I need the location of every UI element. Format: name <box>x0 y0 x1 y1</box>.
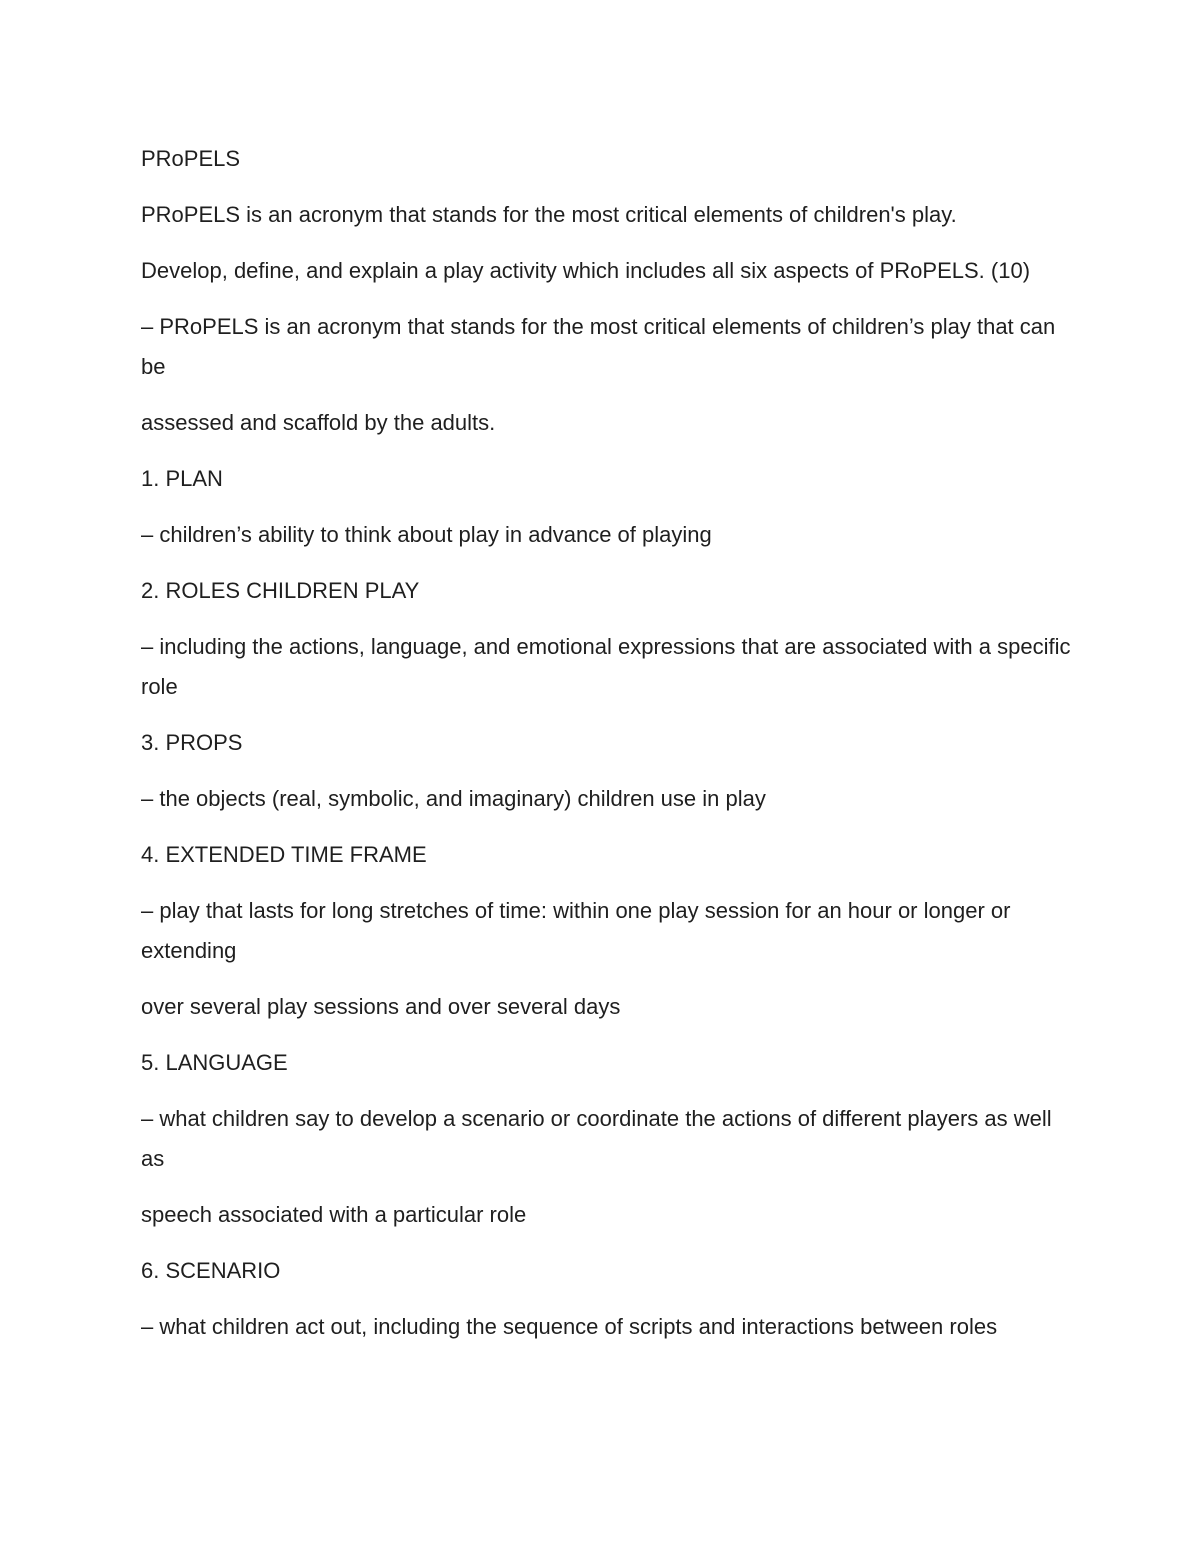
description-plan: – children’s ability to think about play in advance of playing <box>141 522 712 547</box>
heading-extended-time-frame: 4. EXTENDED TIME FRAME <box>141 842 427 867</box>
definition-paragraph: – PRoPELS is an acronym that stands for the most critical elements of children’s play that can be <box>141 314 1056 379</box>
heading-roles: 2. ROLES CHILDREN PLAY <box>141 578 420 603</box>
description-props: – the objects (real, symbolic, and imaginary) children use in play <box>141 786 766 811</box>
heading-scenario: 6. SCENARIO <box>141 1258 281 1283</box>
intro-paragraph: PRoPELS is an acronym that stands for the most critical elements of children's play. <box>141 202 957 227</box>
document-body <box>141 139 1071 1363</box>
description-roles: – including the actions, language, and emotional expressions that are associated with a specific role <box>141 634 1071 699</box>
description-extended-time-frame: – play that lasts for long stretches of time: within one play session for an hour or longer or extending <box>141 898 1011 963</box>
heading-plan: 1. PLAN <box>141 466 223 491</box>
definition-continuation: assessed and scaffold by the adults. <box>141 410 496 435</box>
description-scenario: – what children act out, including the sequence of scripts and interactions between roles <box>141 1314 998 1339</box>
document-title: PRoPELS <box>141 146 241 171</box>
description-language-continuation: speech associated with a particular role <box>141 1202 527 1227</box>
task-prompt: Develop, define, and explain a play activity which includes all six aspects of PRoPELS. (10) <box>141 258 1031 283</box>
heading-language: 5. LANGUAGE <box>141 1050 288 1075</box>
description-extended-time-frame-continuation: over several play sessions and over several days <box>141 994 621 1019</box>
description-language: – what children say to develop a scenario or coordinate the actions of different players as well as <box>141 1106 1052 1171</box>
heading-props: 3. PROPS <box>141 730 243 755</box>
